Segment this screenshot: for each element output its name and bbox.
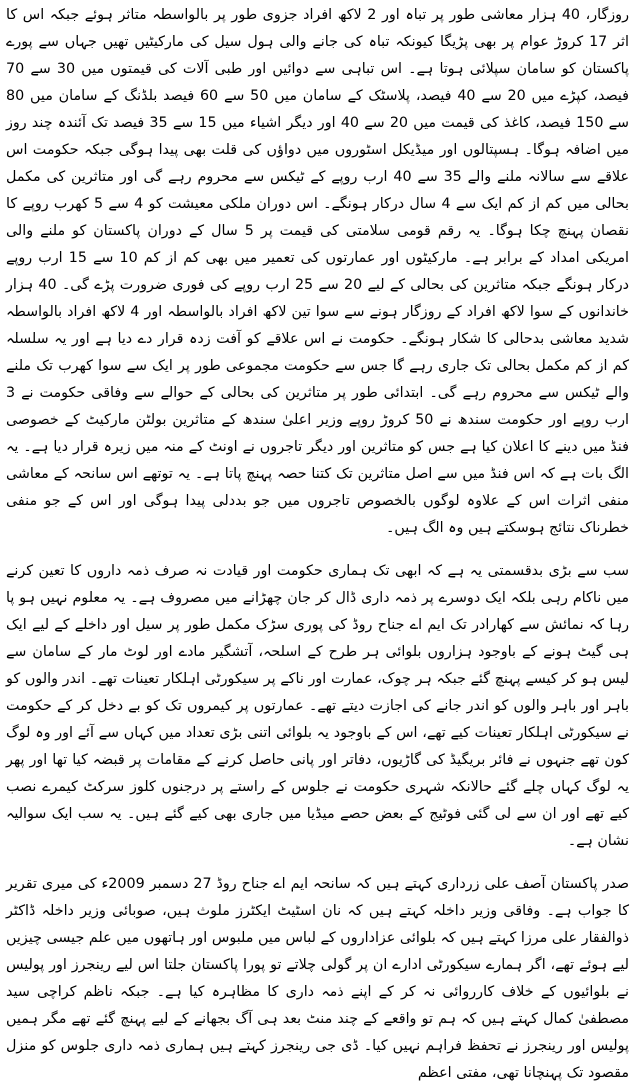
article-paragraph-economic-impact: روزگار، 40 ہزار معاشی طور پر تباہ اور 2 لاکھ افراد جزوی طور پر بالواسطہ متاثر ہوئے جبکہ اس کا اثر 17 کروڑ عوام پر بھی پڑیگا کیونکہ تباہ کی جانے والی ہول سیل کی مارکیٹیں تھیں جہاں سے پورے پاکستان کو سامان سپلائی ہوتا ہے۔ اس تباہی سے دوائیں اور طبی آلات کی قیمتوں میں 30 سے 70 فیصد، کپڑے میں 20 سے 40 فیصد، پلاسٹک کے سامان میں 50 سے 60 فیصد بلڈنگ کے سامان میں 80 سے 150 فیصد، کاغذ کی قیمت میں 20 سے 40 اور دیگر اشیاء میں 15 سے 35 فیصد تک آئندہ چند روز میں اضافہ ہوگا۔ ہسپتالوں اور میڈیکل اسٹوروں میں دواؤں کی قلت بھی پیدا ہوگی جبکہ حکومت اس علاقے سے سالانہ ملنے والے 35 سے 40 ارب روپے کے ٹیکس سے محروم رہے گی اور متاثرین کی مکمل بحالی میں کم از کم ایک سے 4 سال درکار ہونگے۔ اس دوران ملکی معیشت کو 4 سے 5 کھرب روپے کا نقصان پہنچ چکا ہوگا۔ یہ رقم قومی سلامتی کی قیمت پر 5 سال کے دوران پاکستان کو ملنے والی امریکی امداد کے برابر ہے۔ مارکیٹوں اور عمارتوں کی تعمیر میں بھی کم از کم 10 سے 15 ارب روپے درکار ہونگے جبکہ متاثرین کی بحالی کے لیے 20 سے 25 ارب روپے کی فوری ضرورت پڑے گی۔ 40 ہزار خاندانوں کے سوا لاکھ افراد کے روزگار ہونے سے سوا تین لاکھ افراد بالواسطہ اور 4 لاکھ افراد بالواسطہ شدید معاشی بدحالی کا شکار ہونگے۔ حکومت نے اس علاقے کو آفت زدہ قرار دے دیا ہے اور یہ سلسلہ کم از کم مکمل بحالی تک جاری رہے گا جس سے حکومت مجموعی طور پر ایک سے سوا کھرب تک ملنے والے ٹیکس سے محروم رہے گی۔ ابتدائی طور پر متاثرین کی بحالی کے حوالے سے وفاقی حکومت نے 3 ارب روپے اور حکومت سندھ نے 50 کروڑ روپے وزیر اعلیٰ سندھ کے متاثرین بولٹن مارکیٹ کے خصوصی فنڈ میں دینے کا اعلان کیا ہے جس کو متاثرین اور دیگر تاجروں نے اونٹ کے منہ میں زیرہ قرار دیا ہے۔ یہ الگ بات ہے کہ اس فنڈ میں سے اصل متاثرین تک کتنا حصہ پہنچ پاتا ہے۔ یہ توتھے اس سانحہ کے معاشی منفی اثرات اس کے علاوہ لوگوں بالخصوص تاجروں میں جو بددلی پیدا ہوگی اور اس کے جو منفی خطرناک نتائج ہوسکتے ہیں وہ الگ ہیں۔ xyxy=(6,7,630,536)
article-paragraph-responsibility: سب سے بڑی بدقسمتی یہ ہے کہ ابھی تک ہماری حکومت اور قیادت نہ صرف ذمہ داروں کا تعین کرنے میں ناکام رہی بلکہ ایک دوسرے پر ذمہ داری ڈال کر جان چھڑانے میں مصروف ہے۔ یہ معلوم نہیں ہو پا رہا کہ نمائش سے کھارادر تک ایم اے جناح روڈ کی پوری سڑک مکمل طور پر سیل اور داخلے کے لیے ایک ہی گیٹ ہونے کے باوجود ہزاروں بلوائی ہر طرح کے اسلحہ، آتشگیر مادے اور لوٹ مار کے سامان سے لیس ہو کر کیسے پہنچ گئے جبکہ ہر چوک، عمارت اور ناکے پر سیکورٹی اہلکار تعینات تھے۔ اندر والوں کو باہر اور باہر والوں کو اندر جانے کی اجازت دیتے تھے۔ عمارتوں پر کیمروں تک کو بے دخل کر کے حکومت نے سیکورٹی اہلکار تعینات کیے تھے، اس کے باوجود یہ بلوائی اتنی بڑی تعداد میں کہاں سے آئے اور وہ لوگ کون تھے جنہوں نے فائر بریگیڈ کی گاڑیوں، دفاتر اور پانی حاصل کرنے کے مقامات پر قبضہ کیا تھا اور پھر یہ لوگ کہاں چلے گئے حالانکہ شہری حکومت نے جلوس کے راستے پر درجنوں کلوز سرکٹ کیمرے نصب کیے تھے اور ان سے لی گئی فوٹیج کے بعض حصے میڈیا میں جاری بھی کیے گئے ہیں۔ یہ سب ایک سوالیہ نشان ہے۔ xyxy=(6,563,629,849)
article-paragraph-official-statements: صدر پاکستان آصف علی زرداری کہتے ہیں کہ سانحہ ایم اے جناح روڈ 27 دسمبر 2009ء کی میری تقریر کا جواب ہے۔ وفاقی وزیر داخلہ کہتے ہیں کہ نان اسٹیٹ ایکٹرز ملوث ہیں، صوبائی وزیر داخلہ ڈاکٹر ذوالفقار علی مرزا کہتے ہیں کہ بلوائی عزاداروں کے لباس میں ملبوس اور ہاتھوں میں علم جیسی چیزیں لیے ہوئے تھے، اگر ہمارے سیکورٹی ادارے ان پر گولی چلاتے تو پورا پاکستان جلتا اس لیے رینجرز اور پولیس نے بلوائیوں کے خلاف کارروائی نہ کر کے اپنے ذمہ داری کا مظاہرہ کیا ہے۔ جبکہ ناظم کراچی سید مصطفیٰ کمال کہتے ہیں کہ ہم تو واقعے کے چند منٹ بعد ہی آگ بجھانے کے لیے پہنچ گئے تھے مگر ہمیں پولیس اور رینجرز نے تحفظ فراہم نہیں کیا۔ ڈی جی رینجرز کہتے ہیں ہماری ذمہ داری جلوس کو منزل مقصود تک پہنچانا تھی، مفتی اعظم xyxy=(6,876,629,1081)
